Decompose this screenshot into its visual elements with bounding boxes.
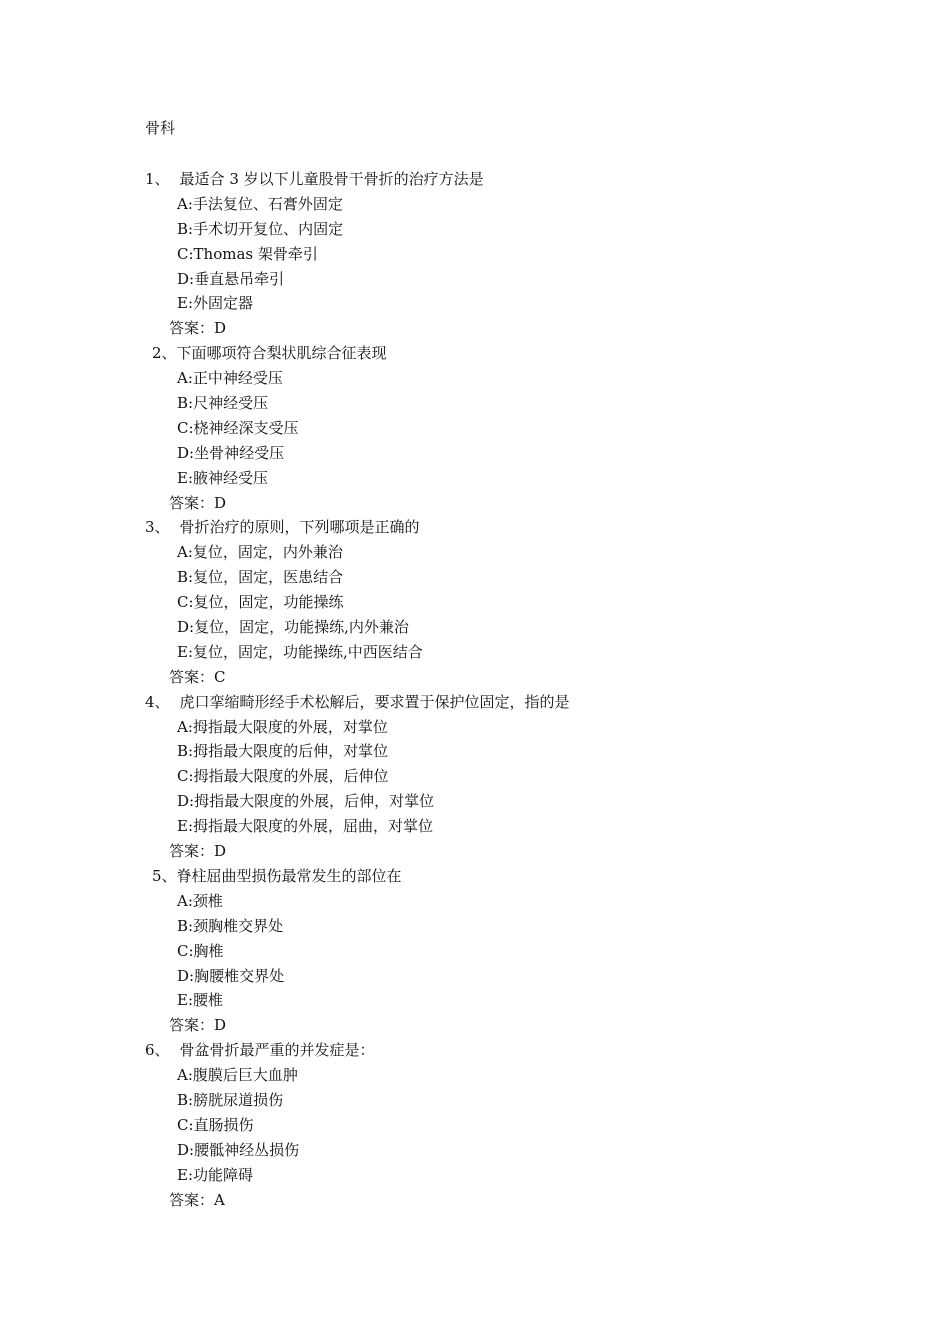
- question-2: [0, 341, 950, 515]
- answer-value: C: [214, 667, 226, 686]
- option-e: E:拇指最大限度的外展，屈曲，对掌位: [177, 817, 434, 836]
- option-c: C:胸椎: [177, 941, 224, 960]
- question-5: [0, 864, 950, 1038]
- answer-value: A: [214, 1190, 225, 1209]
- question-text: 骨盆骨折最严重的并发症是：: [179, 1041, 375, 1060]
- answer-label: 答案：: [169, 842, 215, 861]
- option-d: D:胸腰椎交界处: [177, 966, 285, 985]
- question-stem: [0, 341, 950, 366]
- answer-label: 答案：: [169, 1016, 215, 1035]
- answer-line: [0, 1013, 950, 1038]
- option-d: D:拇指最大限度的外展，后伸，对掌位: [177, 792, 435, 811]
- option-d: D:腰骶神经丛损伤: [177, 1140, 300, 1159]
- question-1: [0, 167, 950, 341]
- option-e: E:腰椎: [177, 991, 224, 1010]
- question-number: 4、: [145, 692, 170, 711]
- question-number: 5、: [152, 866, 177, 885]
- option-c: C:Thomas 架骨牵引: [177, 244, 318, 263]
- answer-label: 答案：: [169, 667, 215, 686]
- option-e: E:外固定器: [177, 294, 254, 313]
- answer-label: 答案：: [169, 319, 215, 338]
- option-d: D:复位，固定，功能操练,内外兼治: [177, 618, 409, 637]
- question-list: [0, 167, 950, 1212]
- question-stem: [0, 167, 950, 192]
- answer-value: D: [214, 493, 227, 512]
- question-text: 虎口挛缩畸形经手术松解后，要求置于保护位固定，指的是: [179, 692, 570, 711]
- option-c: C:直肠损伤: [177, 1115, 254, 1134]
- option-d: D:垂直悬吊牵引: [177, 269, 285, 288]
- option-b: B:膀胱尿道损伤: [177, 1090, 284, 1109]
- question-stem: [0, 515, 950, 540]
- option-b: B:尺神经受压: [177, 394, 269, 413]
- option-c: C:桡神经深支受压: [177, 418, 299, 437]
- page-title: 骨科: [145, 119, 176, 137]
- option-e: E:腋神经受压: [177, 468, 269, 487]
- option-a: A:拇指最大限度的外展，对掌位: [177, 717, 388, 736]
- option-c: C:拇指最大限度的外展，后伸位: [177, 767, 389, 786]
- answer-line: [0, 1188, 950, 1213]
- answer-value: D: [214, 319, 227, 338]
- question-stem: [0, 690, 950, 715]
- question-text: 脊柱屈曲型损伤最常发生的部位在: [176, 866, 402, 885]
- question-number: 3、: [145, 518, 170, 537]
- answer-label: 答案：: [169, 493, 215, 512]
- answer-line: [0, 665, 950, 690]
- answer-line: [0, 491, 950, 516]
- answer-value: D: [214, 842, 227, 861]
- option-b: B:拇指最大限度的后伸，对掌位: [177, 742, 389, 761]
- option-a: A:正中神经受压: [177, 369, 283, 388]
- option-c: C:复位，固定，功能操练: [177, 593, 344, 612]
- question-3: [0, 515, 950, 689]
- answer-label: 答案：: [169, 1190, 215, 1209]
- question-number: 2、: [152, 344, 177, 363]
- option-a: A:复位，固定，内外兼治: [177, 543, 343, 562]
- option-b: B:复位，固定，医患结合: [177, 568, 344, 587]
- answer-value: D: [214, 1016, 227, 1035]
- question-stem: [0, 1038, 950, 1063]
- question-number: 6、: [145, 1041, 170, 1060]
- question-stem: [0, 864, 950, 889]
- question-number: 1、: [145, 170, 170, 188]
- option-e: E:复位，固定，功能操练,中西医结合: [177, 642, 423, 661]
- question-text: 下面哪项符合梨状肌综合征表现: [176, 344, 387, 363]
- question-text: 骨折治疗的原则，下列哪项是正确的: [179, 518, 420, 537]
- answer-line: [0, 839, 950, 864]
- option-e: E:功能障碍: [177, 1165, 254, 1184]
- question-6: [0, 1038, 950, 1212]
- question-text: 最适合 3 岁以下儿童股骨干骨折的治疗方法是: [179, 170, 484, 188]
- option-b: B:手术切开复位、内固定: [177, 219, 344, 238]
- option-a: A:腹膜后巨大血肿: [177, 1066, 298, 1085]
- option-d: D:坐骨神经受压: [177, 443, 285, 462]
- option-a: A:手法复位、石膏外固定: [177, 194, 343, 213]
- answer-line: [0, 316, 950, 341]
- option-a: A:颈椎: [177, 891, 223, 910]
- option-b: B:颈胸椎交界处: [177, 916, 284, 935]
- question-4: [0, 690, 950, 864]
